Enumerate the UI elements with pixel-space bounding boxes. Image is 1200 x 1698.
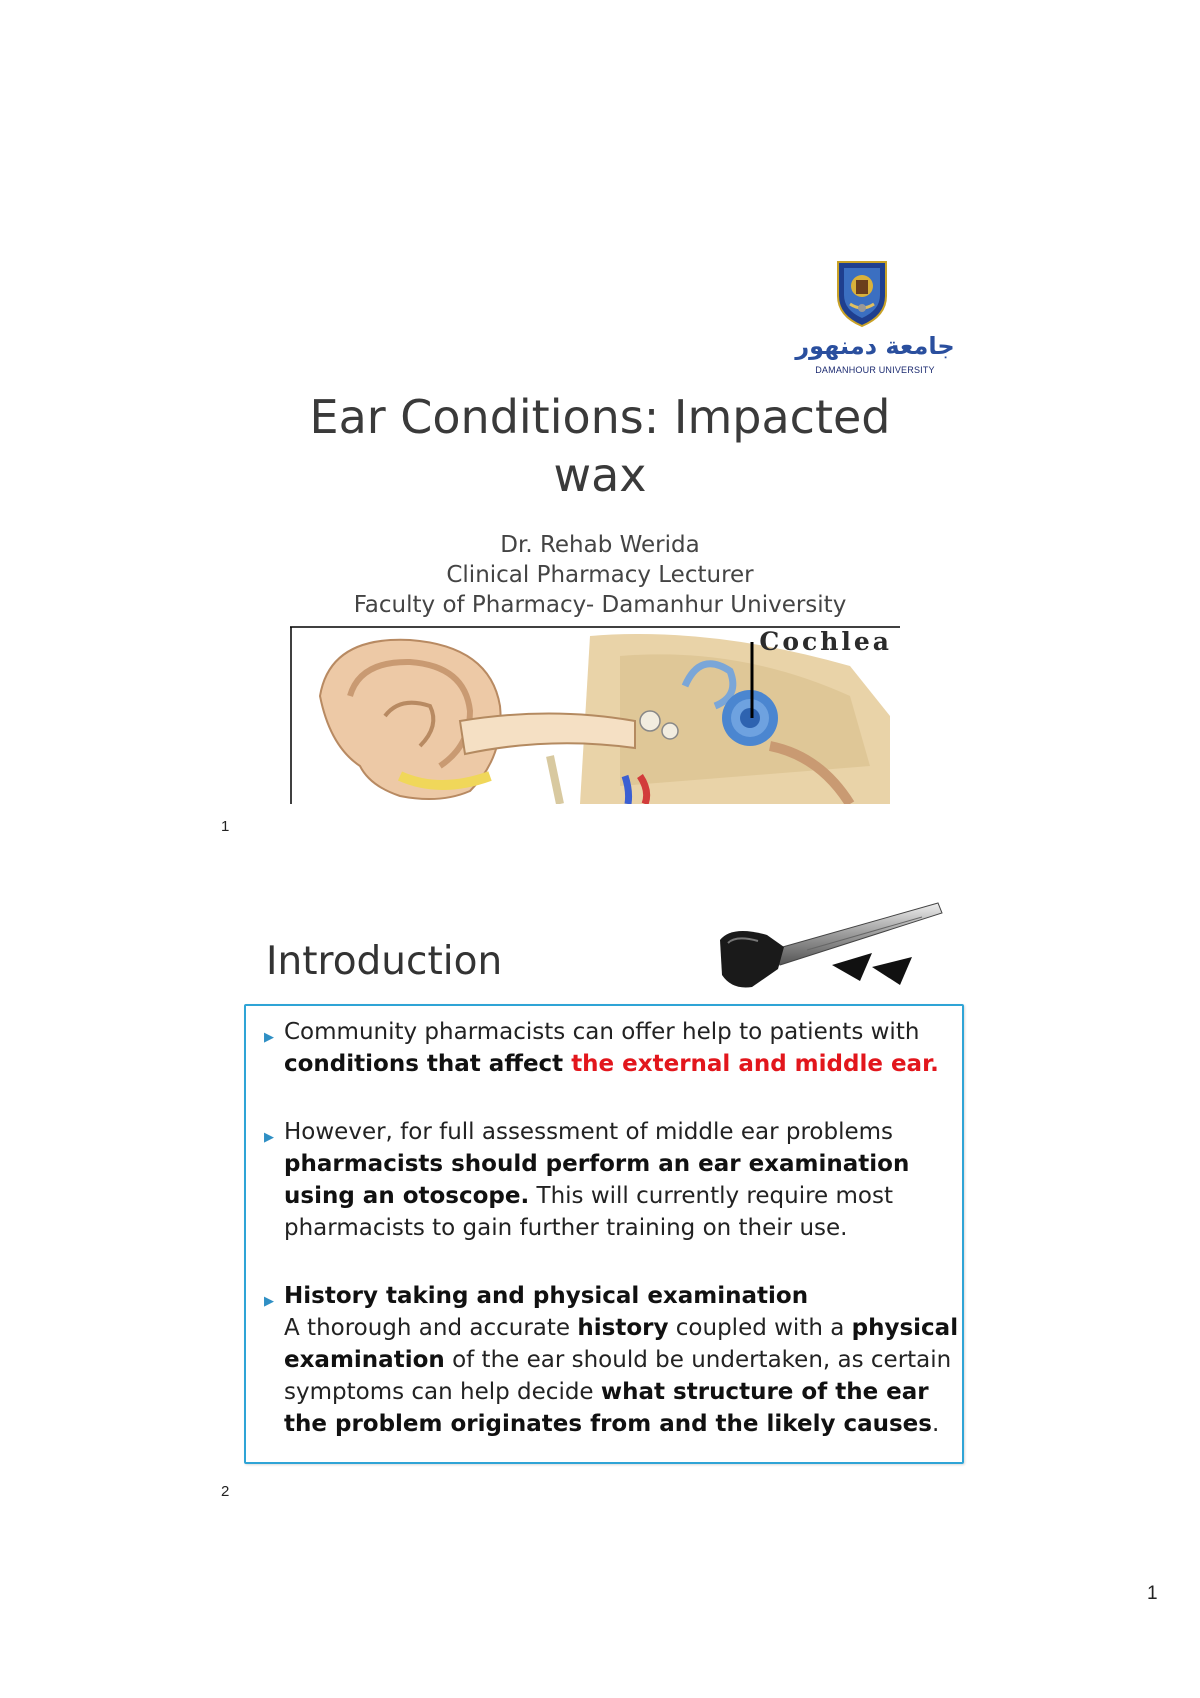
bullet-highlight-text: the external and middle ear.	[571, 1051, 939, 1077]
bullet-arrow-icon: ▶	[264, 1130, 274, 1145]
title-line-1: Ear Conditions: Impacted	[309, 390, 891, 444]
cochlea-label: Cochlea	[759, 627, 892, 656]
bullet-text: A thorough and accurate	[284, 1315, 578, 1341]
bullet-bold-text: physical examination	[284, 1315, 959, 1373]
ear-anatomy-figure	[290, 626, 900, 804]
bullet-arrow-icon: ▶	[264, 1294, 274, 1309]
bullet-text: .	[931, 1411, 940, 1437]
university-crest-icon	[835, 256, 889, 328]
slide-number: 1	[221, 818, 230, 835]
section-heading: Introduction	[266, 939, 503, 984]
author-block	[230, 530, 970, 620]
author-name: Dr. Rehab Werida	[500, 532, 700, 558]
bullet-heading: History taking and physical examination	[284, 1283, 809, 1309]
otoscope-icon	[712, 895, 944, 995]
bullet-text: of the ear should be undertaken, as certain symptoms can help decide	[284, 1347, 952, 1405]
university-logo	[790, 252, 960, 378]
slide-number: 2	[221, 1483, 230, 1500]
bullet-bold-text: pharmacists should perform an ear examination using an otoscope.	[284, 1151, 910, 1209]
bullet-bold-text: what structure of the ear the problem originates from and the likely causes	[284, 1379, 932, 1437]
author-affiliation: Faculty of Pharmacy- Damanhur University	[353, 592, 847, 618]
bullet-arrow-icon: ▶	[264, 1030, 274, 1045]
otoscope-image	[712, 895, 944, 995]
author-position: Clinical Pharmacy Lecturer	[446, 562, 754, 588]
university-arabic-name: جامعة دمنهور	[795, 332, 955, 360]
page-number: 1	[1147, 1583, 1158, 1604]
bullet-text: Community pharmacists can offer help to patients with	[284, 1019, 920, 1045]
bullet-text: coupled with a	[668, 1315, 852, 1341]
slide-title	[230, 388, 970, 504]
content-box	[244, 1004, 964, 1464]
bullet-text: However, for full assessment of middle ear problems	[284, 1119, 893, 1145]
bullet-bold-text: conditions that affect	[284, 1051, 572, 1077]
bullet-text: This will currently require most pharmacists to gain further training on their use.	[284, 1183, 893, 1241]
title-line-2: wax	[553, 448, 647, 502]
bullet-bold-text: history	[577, 1315, 669, 1341]
university-english-name: DAMANHOUR UNIVERSITY	[815, 365, 935, 375]
